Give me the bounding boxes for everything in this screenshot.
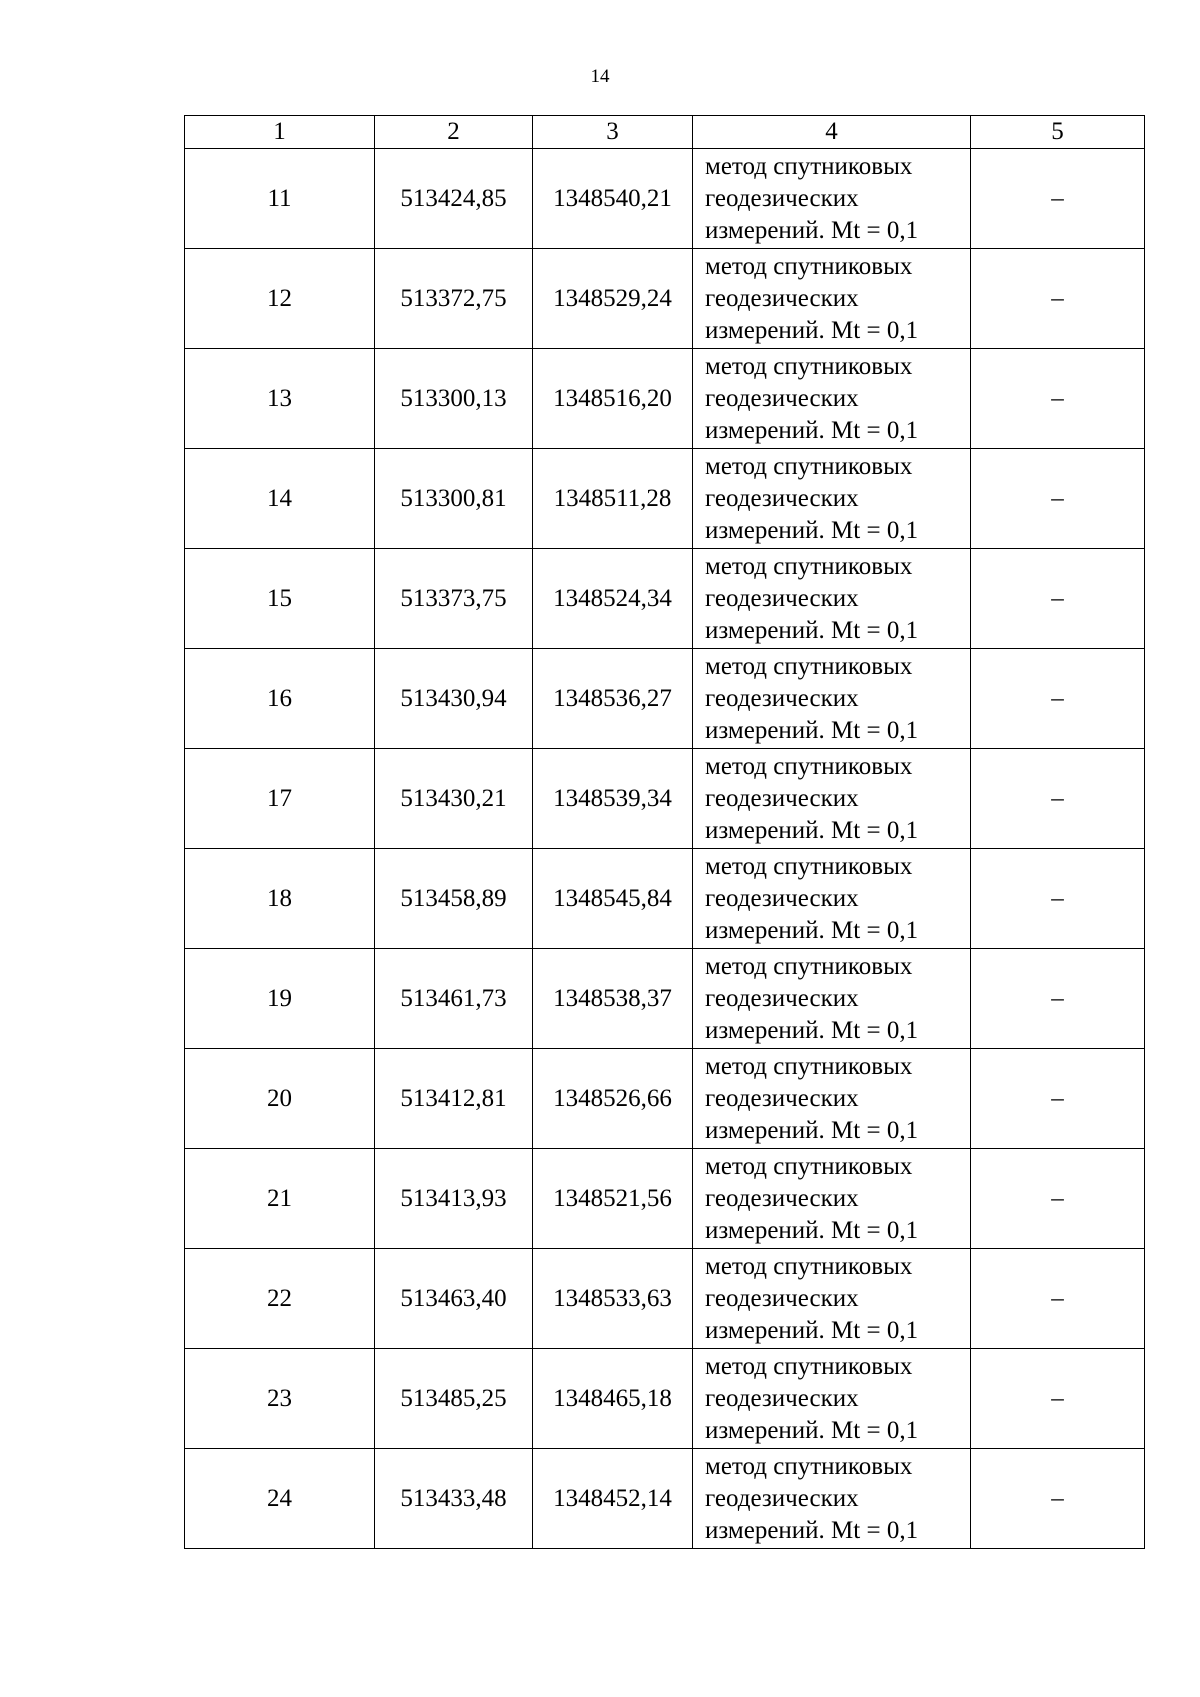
method-cell bbox=[693, 1049, 971, 1149]
y-coordinate-cell: 1348452,14 bbox=[533, 1449, 693, 1549]
method-line: измерений. Mt = 0,1 bbox=[705, 316, 919, 344]
method-line: измерений. Mt = 0,1 bbox=[705, 816, 919, 844]
method-line: геодезических bbox=[705, 584, 859, 612]
method-line: метод спутниковых bbox=[705, 752, 913, 780]
method-cell bbox=[693, 949, 971, 1049]
table-row bbox=[185, 1349, 1145, 1449]
table-row bbox=[185, 349, 1145, 449]
method-line: метод спутниковых bbox=[705, 152, 913, 180]
y-coordinate-cell: 1348521,56 bbox=[533, 1149, 693, 1249]
x-coordinate-cell: 513372,75 bbox=[375, 249, 533, 349]
table-row bbox=[185, 249, 1145, 349]
method-line: геодезических bbox=[705, 284, 859, 312]
method-line: геодезических bbox=[705, 784, 859, 812]
table-row bbox=[185, 749, 1145, 849]
method-cell bbox=[693, 1349, 971, 1449]
method-line: геодезических bbox=[705, 1284, 859, 1312]
note-cell: – bbox=[971, 1049, 1145, 1149]
point-number-cell: 11 bbox=[185, 149, 375, 249]
point-number-cell: 15 bbox=[185, 549, 375, 649]
x-coordinate-cell: 513458,89 bbox=[375, 849, 533, 949]
method-line: метод спутниковых bbox=[705, 1152, 913, 1180]
x-coordinate-cell: 513430,94 bbox=[375, 649, 533, 749]
method-line: геодезических bbox=[705, 384, 859, 412]
method-cell bbox=[693, 549, 971, 649]
y-coordinate-cell: 1348529,24 bbox=[533, 249, 693, 349]
table-row bbox=[185, 1049, 1145, 1149]
method-line: геодезических bbox=[705, 684, 859, 712]
method-cell bbox=[693, 449, 971, 549]
note-cell: – bbox=[971, 149, 1145, 249]
page-number: 14 bbox=[590, 66, 610, 87]
table-row bbox=[185, 1249, 1145, 1349]
method-line: геодезических bbox=[705, 1084, 859, 1112]
note-cell: – bbox=[971, 949, 1145, 1049]
method-line: метод спутниковых bbox=[705, 852, 913, 880]
point-number-cell: 21 bbox=[185, 1149, 375, 1249]
point-number-cell: 23 bbox=[185, 1349, 375, 1449]
note-cell: – bbox=[971, 549, 1145, 649]
method-cell bbox=[693, 249, 971, 349]
method-cell bbox=[693, 1149, 971, 1249]
method-line: метод спутниковых bbox=[705, 652, 913, 680]
method-cell bbox=[693, 1249, 971, 1349]
coordinates-table bbox=[184, 115, 1145, 1549]
x-coordinate-cell: 513373,75 bbox=[375, 549, 533, 649]
point-number-cell: 22 bbox=[185, 1249, 375, 1349]
table-row bbox=[185, 149, 1145, 249]
method-line: геодезических bbox=[705, 484, 859, 512]
method-line: метод спутниковых bbox=[705, 952, 913, 980]
x-coordinate-cell: 513300,81 bbox=[375, 449, 533, 549]
x-coordinate-cell: 513430,21 bbox=[375, 749, 533, 849]
method-line: измерений. Mt = 0,1 bbox=[705, 1416, 919, 1444]
method-line: геодезических bbox=[705, 1384, 859, 1412]
y-coordinate-cell: 1348540,21 bbox=[533, 149, 693, 249]
method-line: измерений. Mt = 0,1 bbox=[705, 1216, 919, 1244]
method-line: геодезических bbox=[705, 184, 859, 212]
y-coordinate-cell: 1348524,34 bbox=[533, 549, 693, 649]
method-line: измерений. Mt = 0,1 bbox=[705, 716, 919, 744]
table-row bbox=[185, 1149, 1145, 1249]
y-coordinate-cell: 1348533,63 bbox=[533, 1249, 693, 1349]
y-coordinate-cell: 1348511,28 bbox=[533, 449, 693, 549]
y-coordinate-cell: 1348465,18 bbox=[533, 1349, 693, 1449]
x-coordinate-cell: 513300,13 bbox=[375, 349, 533, 449]
method-line: измерений. Mt = 0,1 bbox=[705, 1516, 919, 1544]
header-col-1: 1 bbox=[185, 116, 375, 149]
note-cell: – bbox=[971, 749, 1145, 849]
note-cell: – bbox=[971, 1149, 1145, 1249]
method-line: метод спутниковых bbox=[705, 352, 913, 380]
method-line: геодезических bbox=[705, 884, 859, 912]
point-number-cell: 14 bbox=[185, 449, 375, 549]
point-number-cell: 24 bbox=[185, 1449, 375, 1549]
method-cell bbox=[693, 649, 971, 749]
method-line: измерений. Mt = 0,1 bbox=[705, 1116, 919, 1144]
y-coordinate-cell: 1348526,66 bbox=[533, 1049, 693, 1149]
note-cell: – bbox=[971, 1349, 1145, 1449]
method-cell bbox=[693, 349, 971, 449]
method-cell bbox=[693, 149, 971, 249]
header-col-4: 4 bbox=[693, 116, 971, 149]
method-line: геодезических bbox=[705, 1484, 859, 1512]
note-cell: – bbox=[971, 449, 1145, 549]
method-line: измерений. Mt = 0,1 bbox=[705, 416, 919, 444]
method-line: геодезических bbox=[705, 984, 859, 1012]
point-number-cell: 16 bbox=[185, 649, 375, 749]
y-coordinate-cell: 1348539,34 bbox=[533, 749, 693, 849]
table-row bbox=[185, 949, 1145, 1049]
table-row bbox=[185, 549, 1145, 649]
method-line: метод спутниковых bbox=[705, 1452, 913, 1480]
x-coordinate-cell: 513433,48 bbox=[375, 1449, 533, 1549]
method-line: измерений. Mt = 0,1 bbox=[705, 1316, 919, 1344]
method-line: измерений. Mt = 0,1 bbox=[705, 516, 919, 544]
method-cell bbox=[693, 1449, 971, 1549]
x-coordinate-cell: 513463,40 bbox=[375, 1249, 533, 1349]
note-cell: – bbox=[971, 349, 1145, 449]
table-body bbox=[185, 149, 1145, 1549]
y-coordinate-cell: 1348516,20 bbox=[533, 349, 693, 449]
x-coordinate-cell: 513485,25 bbox=[375, 1349, 533, 1449]
header-col-2: 2 bbox=[375, 116, 533, 149]
method-line: измерений. Mt = 0,1 bbox=[705, 616, 919, 644]
header-col-3: 3 bbox=[533, 116, 693, 149]
point-number-cell: 19 bbox=[185, 949, 375, 1049]
method-line: метод спутниковых bbox=[705, 452, 913, 480]
point-number-cell: 20 bbox=[185, 1049, 375, 1149]
point-number-cell: 12 bbox=[185, 249, 375, 349]
x-coordinate-cell: 513424,85 bbox=[375, 149, 533, 249]
point-number-cell: 18 bbox=[185, 849, 375, 949]
note-cell: – bbox=[971, 1249, 1145, 1349]
method-line: метод спутниковых bbox=[705, 552, 913, 580]
method-line: метод спутниковых bbox=[705, 1052, 913, 1080]
table-row bbox=[185, 449, 1145, 549]
method-line: измерений. Mt = 0,1 bbox=[705, 916, 919, 944]
point-number-cell: 17 bbox=[185, 749, 375, 849]
note-cell: – bbox=[971, 849, 1145, 949]
table-row bbox=[185, 849, 1145, 949]
note-cell: – bbox=[971, 249, 1145, 349]
header-col-5: 5 bbox=[971, 116, 1145, 149]
y-coordinate-cell: 1348538,37 bbox=[533, 949, 693, 1049]
note-cell: – bbox=[971, 649, 1145, 749]
x-coordinate-cell: 513413,93 bbox=[375, 1149, 533, 1249]
method-line: метод спутниковых bbox=[705, 252, 913, 280]
x-coordinate-cell: 513412,81 bbox=[375, 1049, 533, 1149]
table-row bbox=[185, 1449, 1145, 1549]
method-line: измерений. Mt = 0,1 bbox=[705, 216, 919, 244]
note-cell: – bbox=[971, 1449, 1145, 1549]
x-coordinate-cell: 513461,73 bbox=[375, 949, 533, 1049]
method-cell bbox=[693, 749, 971, 849]
point-number-cell: 13 bbox=[185, 349, 375, 449]
method-line: геодезических bbox=[705, 1184, 859, 1212]
y-coordinate-cell: 1348545,84 bbox=[533, 849, 693, 949]
method-line: измерений. Mt = 0,1 bbox=[705, 1016, 919, 1044]
method-line: метод спутниковых bbox=[705, 1352, 913, 1380]
table-header-row bbox=[185, 116, 1145, 149]
table-row bbox=[185, 649, 1145, 749]
method-line: метод спутниковых bbox=[705, 1252, 913, 1280]
method-cell bbox=[693, 849, 971, 949]
y-coordinate-cell: 1348536,27 bbox=[533, 649, 693, 749]
